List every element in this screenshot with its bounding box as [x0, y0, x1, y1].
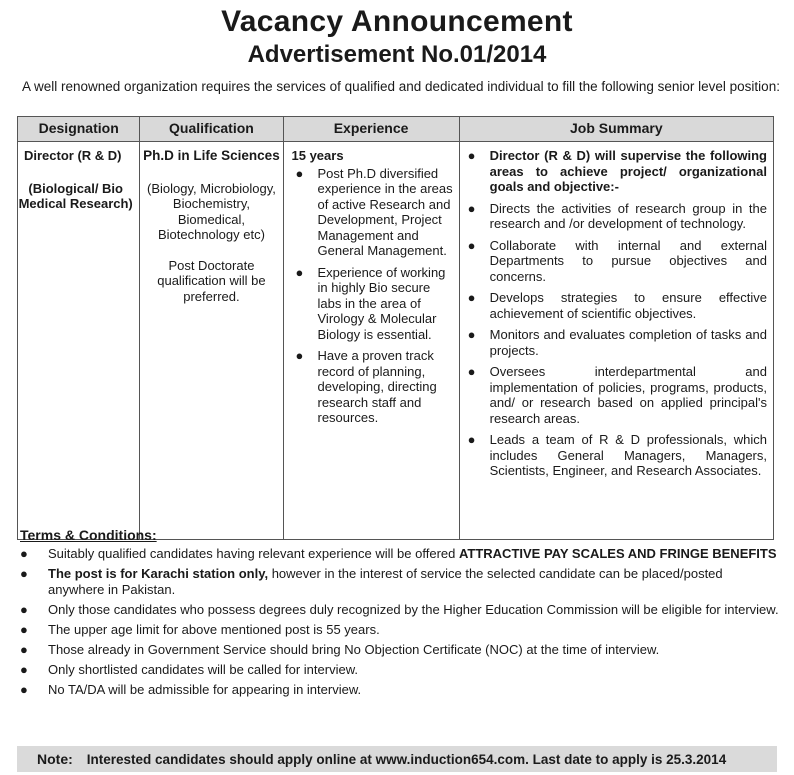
list-item: ● Suitably qualified candidates having relevant experience will be offered ATTRACTIVE PAY SCALES AND FRINGE BENEFITS [20, 546, 777, 561]
list-item: ● Only those candidates who possess degrees duly recognized by the Higher Education Commission will be eligible for interview. [20, 602, 779, 617]
list-item: ● Experience of working in highly Bio secure labs in the area of Virology & Molecular Biology is essential. [295, 264, 446, 342]
intro-text: A well renowned organization requires the services of qualified and dedicated individual to fill the following senior level position: [22, 79, 780, 94]
bullet-icon: ● [467, 237, 476, 253]
list-item: ● Post Ph.D diversified experience in the areas of active Research and Development, Project Management and General Management. [295, 165, 453, 258]
bullet-icon: ● [20, 682, 28, 697]
note-bar [17, 746, 777, 772]
list-item: ● Have a proven track record of planning, developing, directing research staff and resources. [295, 348, 437, 425]
bullet-icon: ● [467, 327, 476, 342]
list-item: ● Director (R & D) will supervise the following areas to achieve project/ organizational goals and objective:- [467, 148, 767, 194]
bullet-icon: ● [20, 662, 28, 677]
list-item: ● Those already in Government Service should bring No Objection Certificate (NOC) at the time of interview. [20, 642, 660, 657]
experience-years: 15 years [291, 148, 344, 163]
bullet-icon: ● [20, 546, 28, 561]
list-item: ● Leads a team of R & D professionals, which includes General Managers, Managers, Scientists, Engineer, and Research Associates. [467, 432, 767, 478]
bullet-icon: ● [295, 165, 304, 181]
job-summary-cell [459, 142, 773, 540]
designation-subtitle: (Biological/ Bio Medical Research) [18, 180, 133, 211]
qualification-fields: (Biology, Microbiology, Biochemistry, Biomedical, Biotechnology etc) [147, 180, 276, 242]
note-text: Interested candidates should apply online at www.induction654.com. Last date to apply is 25.3.2014 [86, 752, 727, 767]
list-item: ● Develops strategies to ensure effective achievement of scientific objectives. [467, 290, 767, 321]
bullet-icon: ● [467, 200, 476, 216]
terms-heading: Terms & Conditions: [20, 527, 157, 543]
list-item: ● Oversees interdepartmental and implementation of policies, programs, products, and/ or research based on applied principal's research areas. [467, 364, 767, 426]
advertisement-number: Advertisement No.01/2014 [247, 41, 547, 68]
bullet-icon: ● [467, 148, 476, 163]
experience-cell [283, 142, 459, 540]
header-job-summary: Job Summary [459, 117, 773, 142]
list-item: ● Collaborate with internal and external Departments to pursue objectives and concerns. [467, 237, 767, 284]
table-header-row [18, 117, 774, 142]
bullet-icon: ● [467, 364, 476, 379]
qualification-preferred: Post Doctorate qualification will be preferred. [157, 257, 266, 304]
terms-list [18, 546, 780, 702]
list-item: ● The post is for Karachi station only, however in the interest of service the selected candidate can be placed/posted anywhere in Pakistan. [20, 566, 723, 597]
bullet-icon: ● [295, 264, 304, 280]
vacancy-table [17, 116, 774, 540]
bullet-icon: ● [467, 290, 476, 305]
bullet-icon: ● [20, 602, 28, 617]
bullet-icon: ● [20, 566, 28, 581]
bullet-icon: ● [295, 348, 304, 363]
qualification-degree: Ph.D in Life Sciences [143, 148, 280, 163]
bullet-icon: ● [467, 432, 476, 447]
list-item: ● The upper age limit for above mentioned post is 55 years. [20, 622, 380, 637]
list-item: ● No TA/DA will be admissible for appearing in interview. [20, 682, 362, 697]
header-experience: Experience [283, 117, 459, 142]
table-row [18, 142, 774, 540]
designation-cell [18, 142, 140, 540]
list-item: ● Directs the activities of research group in the research and /or development of technology. [467, 200, 767, 231]
bullet-icon: ● [20, 642, 28, 657]
note-label: Note: [37, 751, 73, 767]
header-qualification: Qualification [140, 117, 283, 142]
qualification-cell [140, 142, 283, 540]
page-title: Vacancy Announcement [221, 5, 573, 38]
list-item: ● Monitors and evaluates completion of tasks and projects. [467, 327, 767, 358]
list-item: ● Only shortlisted candidates will be called for interview. [20, 662, 358, 677]
designation-title: Director (R & D) [24, 148, 122, 163]
header-designation: Designation [18, 117, 140, 142]
bullet-icon: ● [20, 622, 28, 637]
